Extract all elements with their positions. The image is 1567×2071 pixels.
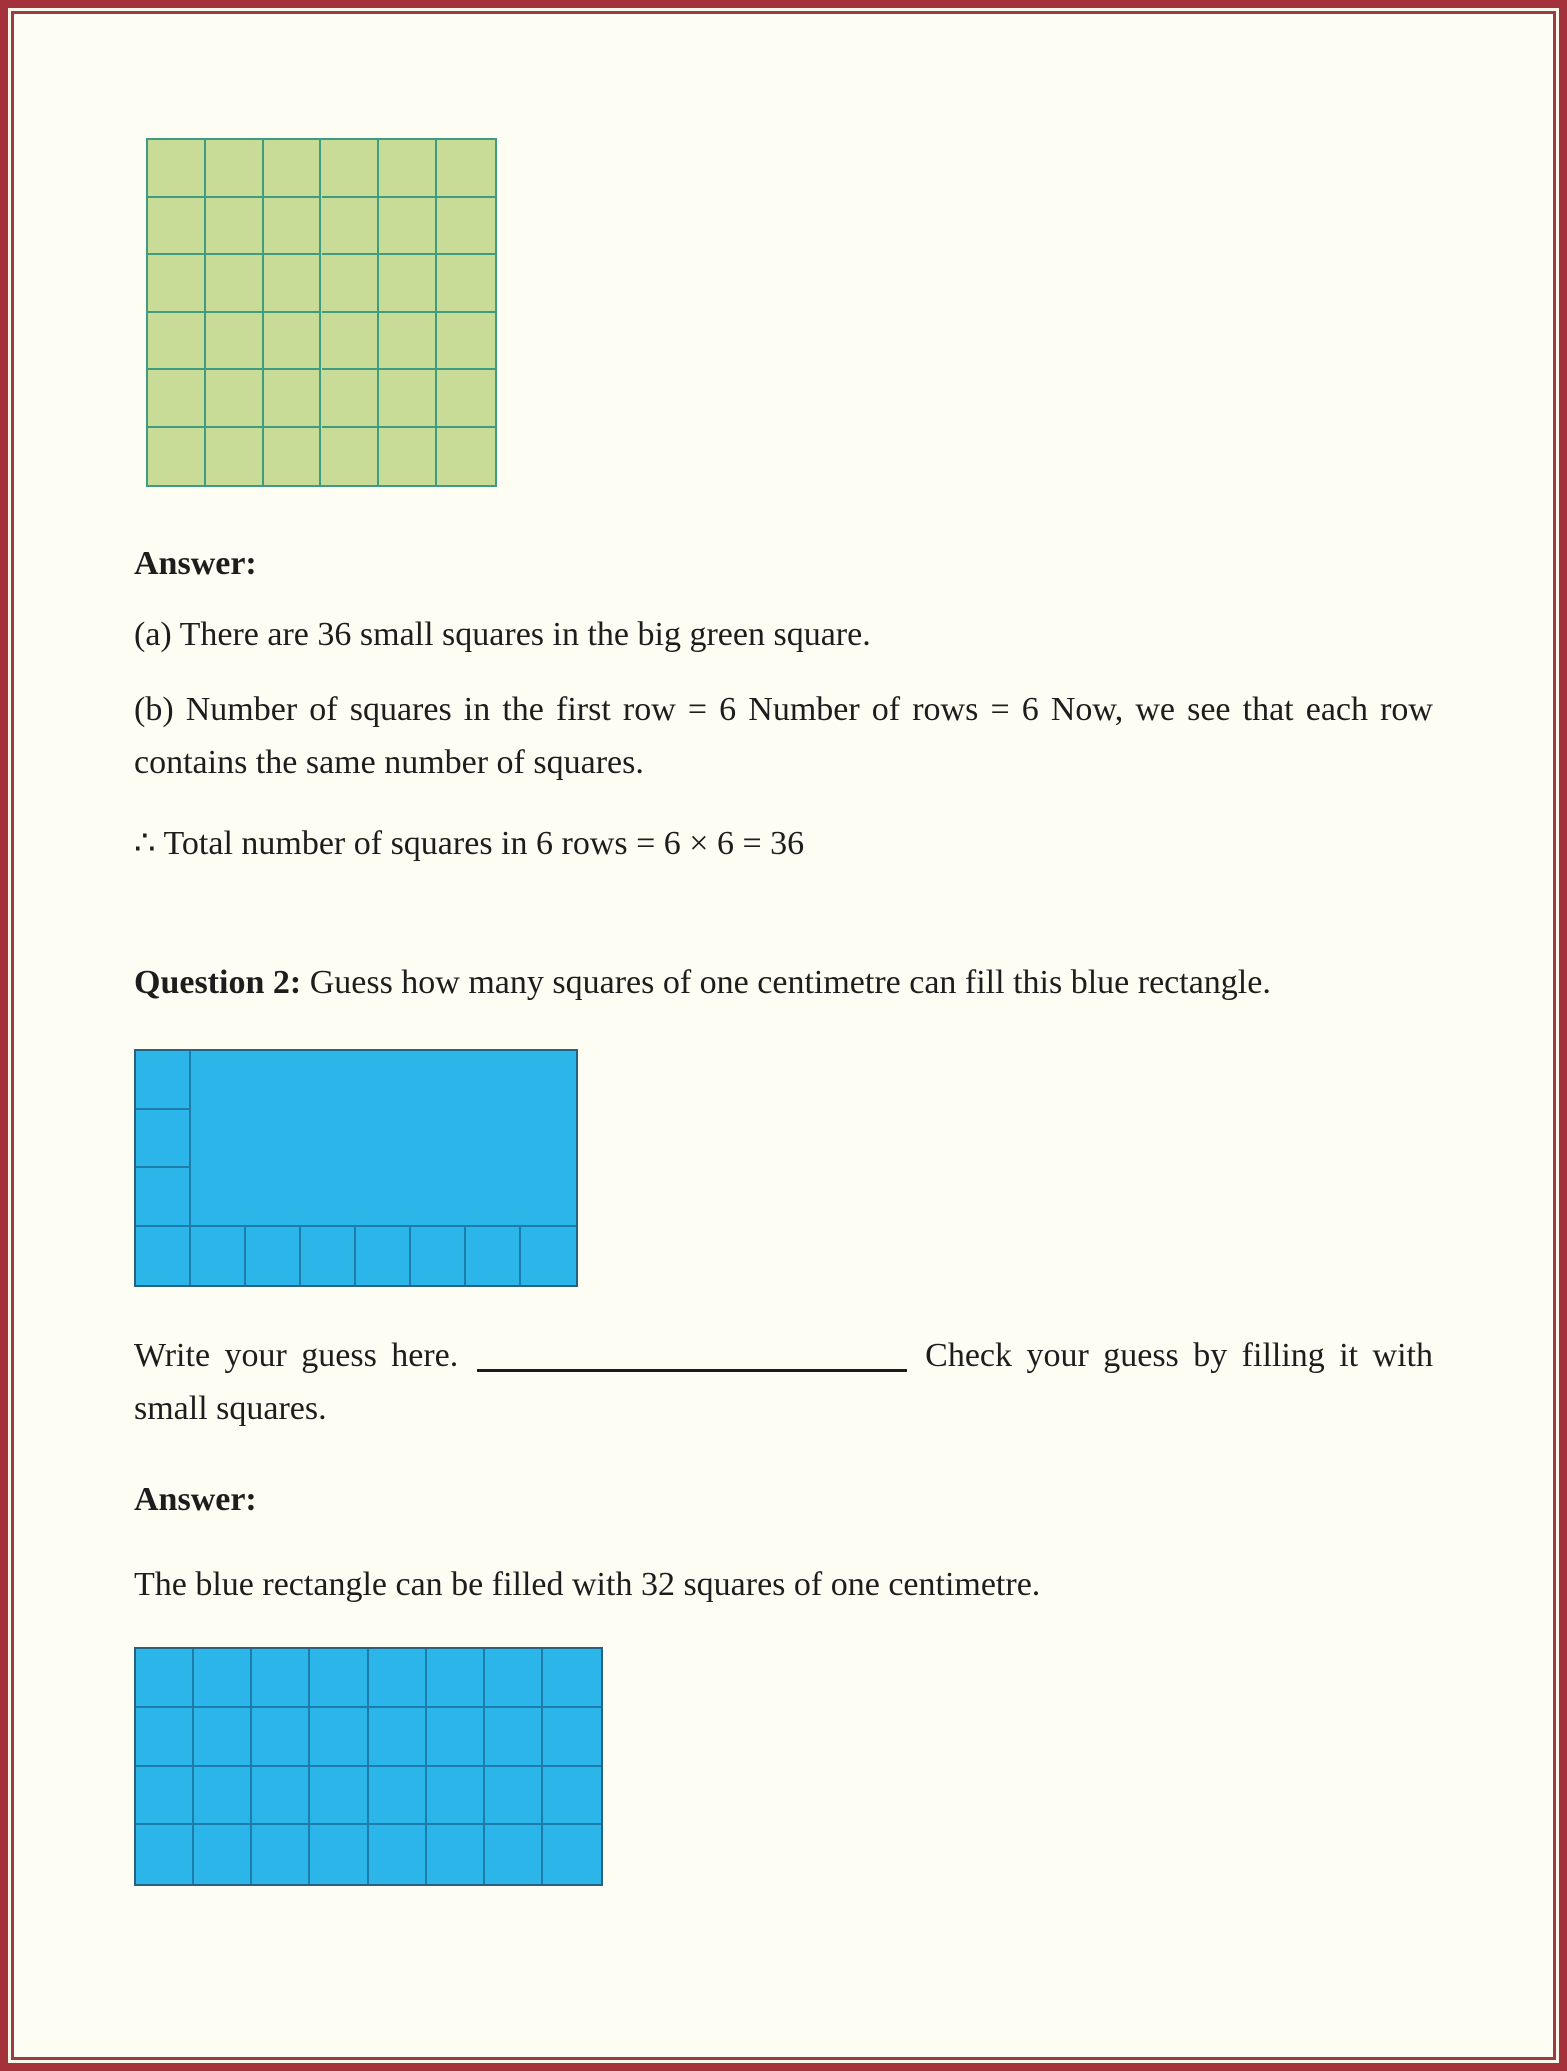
grid-cell [310,1825,368,1884]
guess-blank-line [477,1369,907,1372]
guess-instruction-before: Write your guess here. [134,1337,459,1374]
grid-cell [148,140,206,198]
grid-cell [136,1110,191,1169]
grid-cell [191,1051,246,1110]
guess-instruction [134,1329,1433,1435]
grid-cell [206,140,264,198]
grid-cell [264,370,322,428]
therefore-text: ∴ Total number of squares in 6 rows = 6 × 6 = 36 [134,825,805,862]
page-frame [11,11,1556,2060]
grid-cell [437,140,495,198]
grid-cell [466,1227,521,1286]
grid-cell [437,428,495,486]
grid-cell [264,140,322,198]
grid-cell [194,1708,252,1767]
answer-heading-2: Answer: [134,1481,257,1518]
grid-cell [252,1767,310,1826]
grid-cell [322,198,380,256]
grid-cell [356,1227,411,1286]
grid-cell [191,1168,246,1227]
grid-cell [191,1110,246,1169]
grid-cell [136,1168,191,1227]
answer-2-text: The blue rectangle can be filled with 32 squares of one centimetre. [134,1566,1041,1603]
grid-cell [246,1227,301,1286]
grid-cell [356,1051,411,1110]
grid-cell [264,428,322,486]
grid-cell [148,255,206,313]
grid-cell [379,198,437,256]
grid-cell [543,1767,601,1826]
grid-cell [246,1168,301,1227]
grid-cell [194,1825,252,1884]
grid-cell [264,313,322,371]
grid-cell [427,1825,485,1884]
grid-cell [379,140,437,198]
grid-cell [136,1767,194,1826]
grid-cell [191,1227,246,1286]
grid-cell [252,1708,310,1767]
grid-cell [543,1825,601,1884]
grid-cell [136,1649,194,1708]
grid-cell [264,255,322,313]
question-2-text [134,956,1433,1009]
grid-cell [206,428,264,486]
grid-cell [437,370,495,428]
grid-cell [206,198,264,256]
grid-cell [437,313,495,371]
grid-cell [148,313,206,371]
grid-cell [521,1168,576,1227]
grid-cell [369,1825,427,1884]
grid-cell [521,1051,576,1110]
grid-cell [379,313,437,371]
grid-cell [206,370,264,428]
grid-cell [301,1110,356,1169]
grid-cell [206,313,264,371]
grid-cell [411,1110,466,1169]
question-2-body: Guess how many squares of one centimetre can fill this blue rectangle. [309,964,1271,1001]
grid-cell [521,1227,576,1286]
grid-cell [466,1110,521,1169]
grid-cell [148,428,206,486]
grid-cell [322,428,380,486]
question-2-label: Question 2: [134,964,302,1001]
grid-cell [322,370,380,428]
grid-cell [427,1708,485,1767]
blue-rectangle-filled-figure [134,1647,603,1886]
grid-cell [301,1168,356,1227]
grid-cell [194,1649,252,1708]
grid-cell [466,1168,521,1227]
grid-cell [466,1051,521,1110]
part-b-text: (b) Number of squares in the first row = 6 Number of rows = 6 Now, we see that each row contains the same number of squares. [134,691,1433,781]
grid-cell [427,1767,485,1826]
grid-cell [521,1110,576,1169]
blue-rectangle-partial-figure [134,1049,578,1287]
grid-cell [322,140,380,198]
grid-cell [310,1649,368,1708]
grid-cell [310,1767,368,1826]
grid-cell [485,1649,543,1708]
grid-cell [543,1649,601,1708]
grid-cell [543,1708,601,1767]
grid-cell [379,370,437,428]
grid-cell [356,1168,411,1227]
grid-cell [310,1708,368,1767]
part-a-text: (a) There are 36 small squares in the big green square. [134,616,871,653]
grid-cell [411,1051,466,1110]
grid-cell [194,1767,252,1826]
grid-cell [379,255,437,313]
grid-cell [301,1227,356,1286]
grid-cell [148,198,206,256]
grid-cell [369,1649,427,1708]
grid-cell [252,1649,310,1708]
grid-cell [427,1649,485,1708]
grid-cell [264,198,322,256]
grid-cell [322,313,380,371]
grid-cell [136,1825,194,1884]
grid-cell [485,1767,543,1826]
grid-cell [411,1168,466,1227]
answer-heading-1: Answer: [134,545,257,582]
grid-cell [369,1767,427,1826]
grid-cell [136,1708,194,1767]
grid-cell [437,198,495,256]
grid-cell [485,1825,543,1884]
grid-cell [148,370,206,428]
grid-cell [246,1110,301,1169]
grid-cell [136,1227,191,1286]
page-content [14,138,1553,1886]
green-square-grid-figure [146,138,497,487]
grid-cell [356,1110,411,1169]
grid-cell [246,1051,301,1110]
grid-cell [322,255,380,313]
guess-instruction-after: Check your guess by filling it with small squares. [134,1337,1434,1427]
grid-cell [379,428,437,486]
grid-cell [369,1708,427,1767]
grid-cell [136,1051,191,1110]
grid-cell [485,1708,543,1767]
grid-cell [437,255,495,313]
grid-cell [206,255,264,313]
grid-cell [301,1051,356,1110]
grid-cell [411,1227,466,1286]
grid-cell [252,1825,310,1884]
